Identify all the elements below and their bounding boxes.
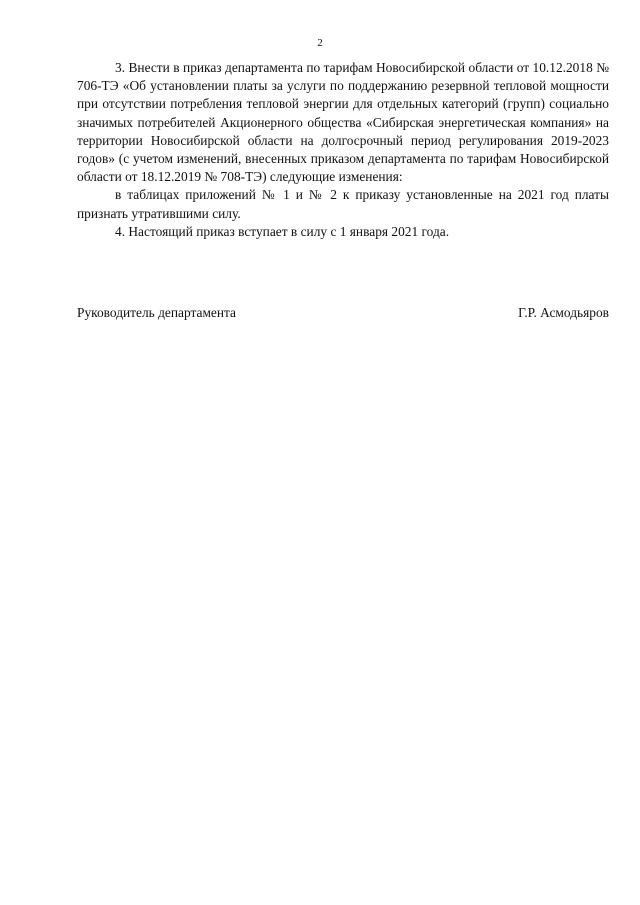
page-number: 2	[317, 37, 323, 49]
paragraph-amendment: в таблицах приложений № 1 и № 2 к приказу установленные на 2021 год платы признать утратившими силу.	[77, 187, 609, 221]
signatory-position: Руководитель департамента	[77, 305, 236, 320]
document-body	[77, 59, 609, 241]
signatory-name: Г.Р. Асмодьяров	[518, 305, 609, 320]
signature-block	[77, 304, 609, 322]
paragraph-item-4: 4. Настоящий приказ вступает в силу с 1 января 2021 года.	[115, 223, 450, 239]
paragraph-item-3: 3. Внести в приказ департамента по тарифам Новосибирской области от 10.12.2018 № 706-ТЭ «Об установлении платы за услуги по поддержанию резервной тепловой мощности при отсутствии потребления тепловой энергии для отдельных категорий (групп) социально значимых потребителей Акционерного общества «Сибирская энергетическая компания» на территории Новосибирской области на долгосрочный период регулирования 2019-2023 годов» (с учетом изменений, внесенных приказом департамента по тарифам Новосибирской области от 18.12.2019 № 708-ТЭ) следующие изменения:	[77, 60, 609, 185]
